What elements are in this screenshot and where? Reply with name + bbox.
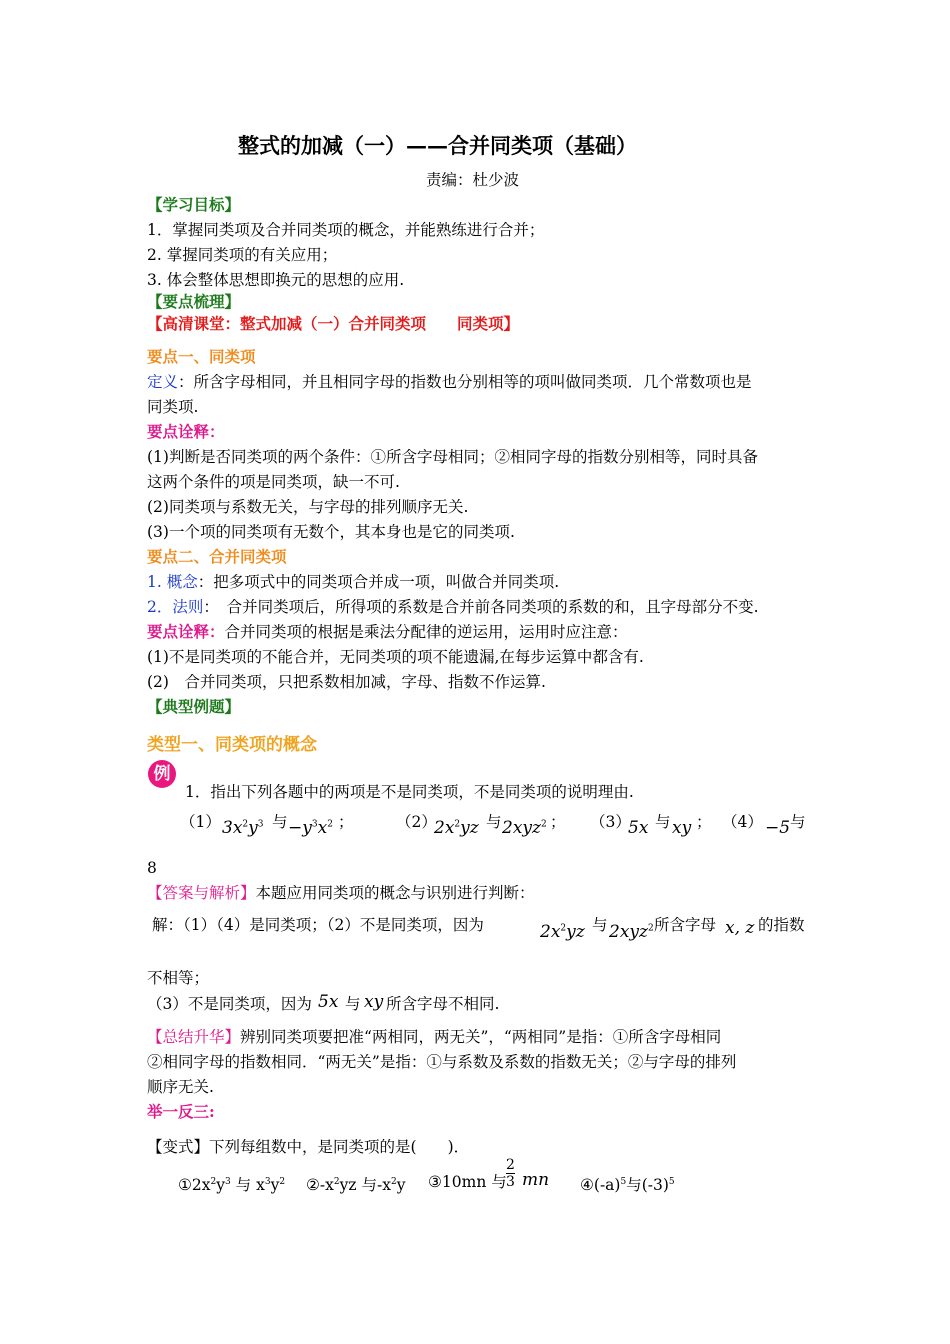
- part-1-label: （1）: [180, 813, 221, 831]
- summary-label: 【总结升华】: [147, 1028, 241, 1046]
- goal-item: 1．掌握同类项及合并同类项的概念，并能熟练进行合并；: [147, 221, 545, 239]
- answer-intro: [147, 883, 535, 903]
- variant-question: 【变式】下列每组数中，是同类项的是( )．: [147, 1138, 470, 1156]
- definition-label: 定义: [147, 373, 179, 391]
- editor-credit: 责编：杜少波: [426, 171, 520, 189]
- note-item: (1)不是同类项的不能合并，无同类项的项不能遗漏,在每步运算中都含有.: [147, 648, 644, 666]
- expr-xy-ans: xy: [364, 992, 384, 1012]
- goals-heading: 【学习目标】: [147, 195, 241, 214]
- note2-text: 合并同类项的根据是乘法分配律的逆运用，运用时应注意：: [224, 623, 628, 641]
- expr-5x-ans: 5x: [318, 992, 339, 1012]
- separator: ；: [338, 813, 354, 831]
- examples-heading: 【典型例题】: [147, 697, 241, 716]
- note-item: (2) 合并同类项，只把系数相加减，字母、指数不作运算.: [147, 673, 546, 691]
- and-word: 与: [790, 813, 806, 831]
- note2: [147, 622, 628, 642]
- part-3-label: （3）: [590, 813, 631, 831]
- points-heading: 【要点梳理】: [147, 292, 241, 311]
- expr-2xyz2-ans: 2xyz$^2$: [609, 922, 654, 942]
- note-item: 这两个条件的项是同类项，缺一不可.: [147, 473, 400, 491]
- solution3-c: 所含字母不相同.: [386, 995, 500, 1013]
- answer-label: 【答案与解析】: [147, 884, 256, 902]
- expr-neg-y3x2: $-y^3x^2$: [288, 818, 333, 838]
- expr-xz: x, z: [725, 918, 755, 938]
- expr-3x2y3: $3x^2y^3$: [222, 818, 264, 838]
- and-word: 与: [486, 813, 502, 831]
- answer-text: 本题应用同类项的概念与识别进行判断：: [255, 884, 535, 902]
- expr-2xyz2: 2xyz$^2$: [502, 818, 547, 838]
- solution-d: 的指数: [758, 916, 805, 934]
- expr-5x: 5x: [628, 818, 649, 838]
- page-title: 整式的加减（一）——合并同类项（基础）: [238, 133, 637, 158]
- hd-class-link[interactable]: 【高清课堂：整式加减（一）合并同类项 同类项】: [147, 314, 520, 333]
- point2-heading: 要点二、合并同类项: [147, 547, 287, 566]
- separator: ；: [550, 813, 566, 831]
- definition-text: ：所含字母相同，并且相同字母的指数也分别相等的项叫做同类项．几个常数项也是: [178, 373, 752, 391]
- option-4: $④(-a)^5$与$(-3)^5$: [580, 1176, 675, 1195]
- concept-text: ：把多项式中的同类项合并成一项，叫做合并同类项.: [197, 573, 560, 591]
- juyi-heading: 举一反三:: [147, 1102, 215, 1121]
- solution3-a: （3）不是同类项，因为: [147, 995, 312, 1013]
- note1-heading: 要点诠释：: [147, 422, 225, 441]
- and-word: 与: [272, 813, 288, 831]
- note-item: (2)同类项与系数无关，与字母的排列顺序无关.: [147, 498, 469, 516]
- expr-neg5: −5: [765, 818, 791, 838]
- expr-8: 8: [147, 859, 157, 877]
- note-item: (3)一个项的同类项有无数个，其本身也是它的同类项.: [147, 523, 515, 541]
- definition-cont: 同类项.: [147, 398, 199, 416]
- note-item: (1)判断是否同类项的两个条件：①所含字母相同；②相同字母的指数分别相等，同时具备: [147, 448, 758, 466]
- point1-heading: 要点一、同类项: [147, 347, 256, 366]
- concept-label: 1. 概念: [147, 573, 198, 591]
- and-word: 与: [655, 813, 671, 831]
- solution-a: 解：（1）（4）是同类项；（2）不是同类项，因为: [152, 916, 484, 934]
- solution-c: 所含字母: [654, 916, 717, 934]
- option-3: ③10mn 与: [428, 1173, 507, 1191]
- expr-xy: xy: [672, 818, 692, 838]
- option-2: $②-x^2yz$ 与$-x^2y$: [306, 1176, 406, 1195]
- type1-heading: 类型一、同类项的概念: [147, 735, 317, 755]
- solution-e: 不相等；: [147, 969, 210, 987]
- fraction-two-thirds: $\frac{2}{3}$: [506, 1157, 515, 1190]
- solution-and: 与: [592, 916, 608, 934]
- goal-item: 2. 掌握同类项的有关应用；: [147, 246, 338, 264]
- note2-heading: 要点诠释：: [147, 622, 225, 641]
- rule-label: 2．法则: [147, 598, 204, 616]
- rule: [147, 597, 759, 617]
- question-1: 1．指出下列各题中的两项是不是同类项，不是同类项的说明理由.: [185, 783, 634, 801]
- solution3-and: 与: [345, 995, 361, 1013]
- example-badge: 例: [148, 760, 176, 788]
- summary-line1: 【总结升华】辨别同类项要把准“两相同，两无关”，“两相同”是指：①所含字母相同: [147, 1028, 722, 1046]
- part-4-label: （4）: [722, 813, 763, 831]
- definition: [147, 372, 752, 392]
- separator: ；: [696, 813, 712, 831]
- variant-label: 【变式】: [147, 1138, 210, 1156]
- concept: [147, 572, 559, 592]
- expr-2x2yz: $2x^2yz$: [434, 818, 479, 838]
- expr-mn: mn: [522, 1170, 550, 1190]
- part-2-label: （2）: [396, 813, 437, 831]
- summary-line2: ②相同字母的指数相同．“两无关”是指：①与系数及系数的指数无关；②与字母的排列: [147, 1053, 737, 1071]
- rule-text: ： 合并同类项后，所得项的系数是合并前各同类项的系数的和，且字母部分不变.: [203, 598, 759, 616]
- goal-item: 3. 体会整体思想即换元的思想的应用.: [147, 271, 405, 289]
- option-1: $①2x^2y^3$ 与 $x^3y^2$: [178, 1176, 286, 1195]
- expr-2x2yz-ans: $2x^2yz$: [540, 922, 585, 942]
- summary-line3: 顺序无关.: [147, 1078, 214, 1096]
